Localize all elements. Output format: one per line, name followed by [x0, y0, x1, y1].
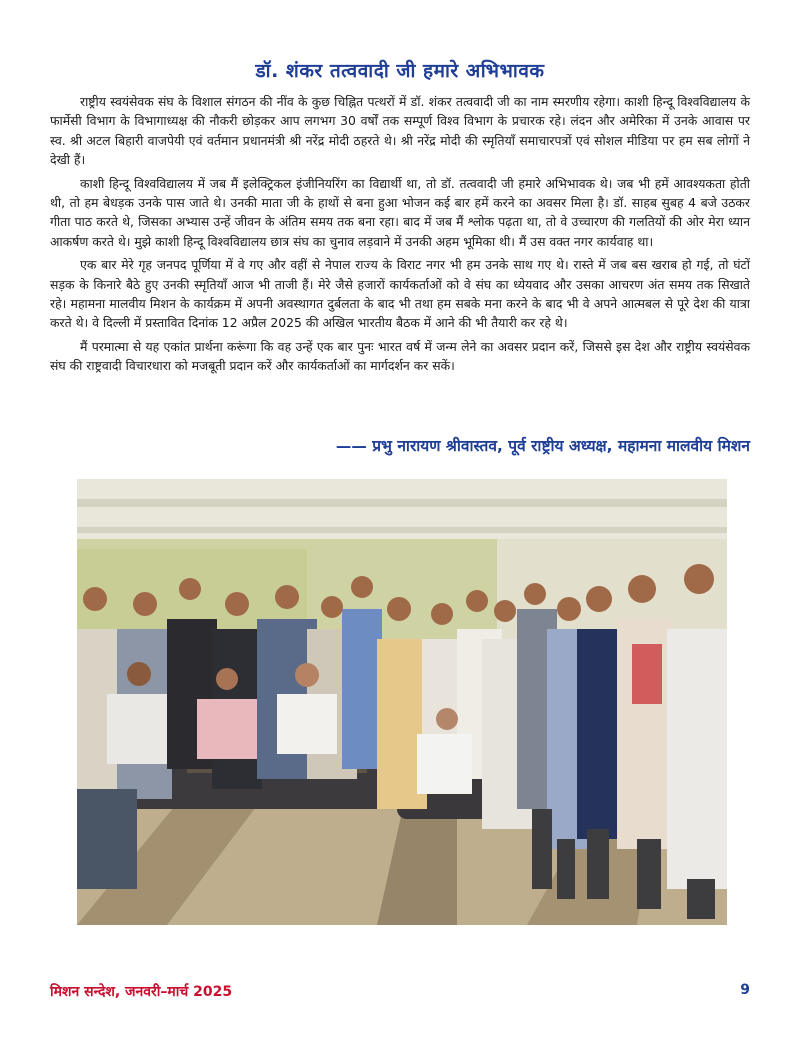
- article-paragraph-4: मैं परमात्मा से यह एकांत प्रार्थना करूंगा कि वह उन्हें एक बार पुनः भारत वर्ष में जन्म लेने का अवसर प्रदान करें, जिससे इस देश और राष्ट्रीय स्वयंसेवक संघ की राष्ट्रवादी विचारधारा को मजबूती प्रदान करें और कार्यकर्ताओं का मार्गदर्शन कर सकें।: [50, 338, 750, 374]
- footer-publication: मिशन सन्देश, जनवरी–मार्च 2025: [50, 984, 233, 1000]
- article-body: [50, 92, 750, 380]
- group-photo: [77, 479, 727, 925]
- article-signature: —— प्रभु नारायण श्रीवास्तव, पूर्व राष्ट्रीय अध्यक्ष, महामना मालवीय मिशन: [335, 437, 750, 455]
- article-paragraph-1: राष्ट्रीय स्वयंसेवक संघ के विशाल संगठन की नींव के कुछ चिह्नित पत्थरों में डॉ. शंकर तत्ववादी जी का नाम स्मरणीय रहेगा। काशी हिन्दू विश्वविद्यालय के फार्मेसी विभाग के विभागाध्यक्ष की नौकरी छोड़कर आप लगभग 30 वर्षों तक सम्पूर्ण विश्व विभाग के प्रचारक रहे। लंदन और अमेरिका में उनके आवास पर स्व. श्री अटल बिहारी वाजपेयी एवं वर्तमान प्रधानमंत्री श्री नरेंद्र मोदी ठहरते थे। श्री नरेंद्र मोदी की स्मृतियाँ समाचारपत्रों एवं सोशल मीडिया पर हम सब लोगों ने देखी हैं।: [50, 94, 750, 168]
- footer-page-number: 9: [740, 982, 750, 998]
- article-paragraph-3: एक बार मेरे गृह जनपद पूर्णिया में वे गए और वहीं से नेपाल राज्य के विराट नगर भी हम उनके साथ गए थे। रास्ते में जब बस खराब हो गई, तो घंटों सड़क के किनारे बैठे हुए उनकी स्मृतियाँ आज भी ताजी हैं। मेरे जैसे हजारों कार्यकर्ताओं को वे संघ का ध्येयवाद और उसका आचरण अंत समय तक सिखाते रहे। महामना मालवीय मिशन के कार्यक्रम में अपनी अवस्थागत दुर्बलता के बाद भी तथा हम सबके मना करने के बाद भी वे अपने आत्मबल से पूरे देश की यात्रा करते थे। वे दिल्ली में प्रस्तावित दिनांक 12 अप्रैल 2025 की अखिल भारतीय बैठक में आने की भी तैयारी कर रहे थे।: [50, 257, 750, 331]
- article-paragraph-2: काशी हिन्दू विश्वविद्यालय में जब मैं इलेक्ट्रिकल इंजीनियरिंग का विद्यार्थी था, तो डॉ. तत्ववादी जी हमारे अभिभावक थे। जब भी हमें आवश्यकता होती थी, तो हम बेधड़क उनके पास जाते थे। उनकी माता जी के हाथों से बना हुआ भोजन कई बार हमें करने का अवसर मिला है। डॉ. साहब सुबह 4 बजे उठकर गीता पाठ करते थे, जिसका अभ्यास उन्हें जीवन के अंतिम समय तक बना रहा। बाद में जब मैं श्लोक पढ़ता था, तो वे उच्चारण की गलतियों की ओर मेरा ध्यान आकर्षण करते थे। मुझे काशी हिन्दू विश्वविद्यालय छात्र संघ का चुनाव लड़वाने में उनकी अहम भूमिका थी। मैं उस वक्त नगर कार्यवाह था।: [50, 175, 750, 249]
- article-title: डॉ. शंकर तत्ववादी जी हमारे अभिभावक: [255, 60, 545, 82]
- group-photo-illustration: [77, 479, 727, 925]
